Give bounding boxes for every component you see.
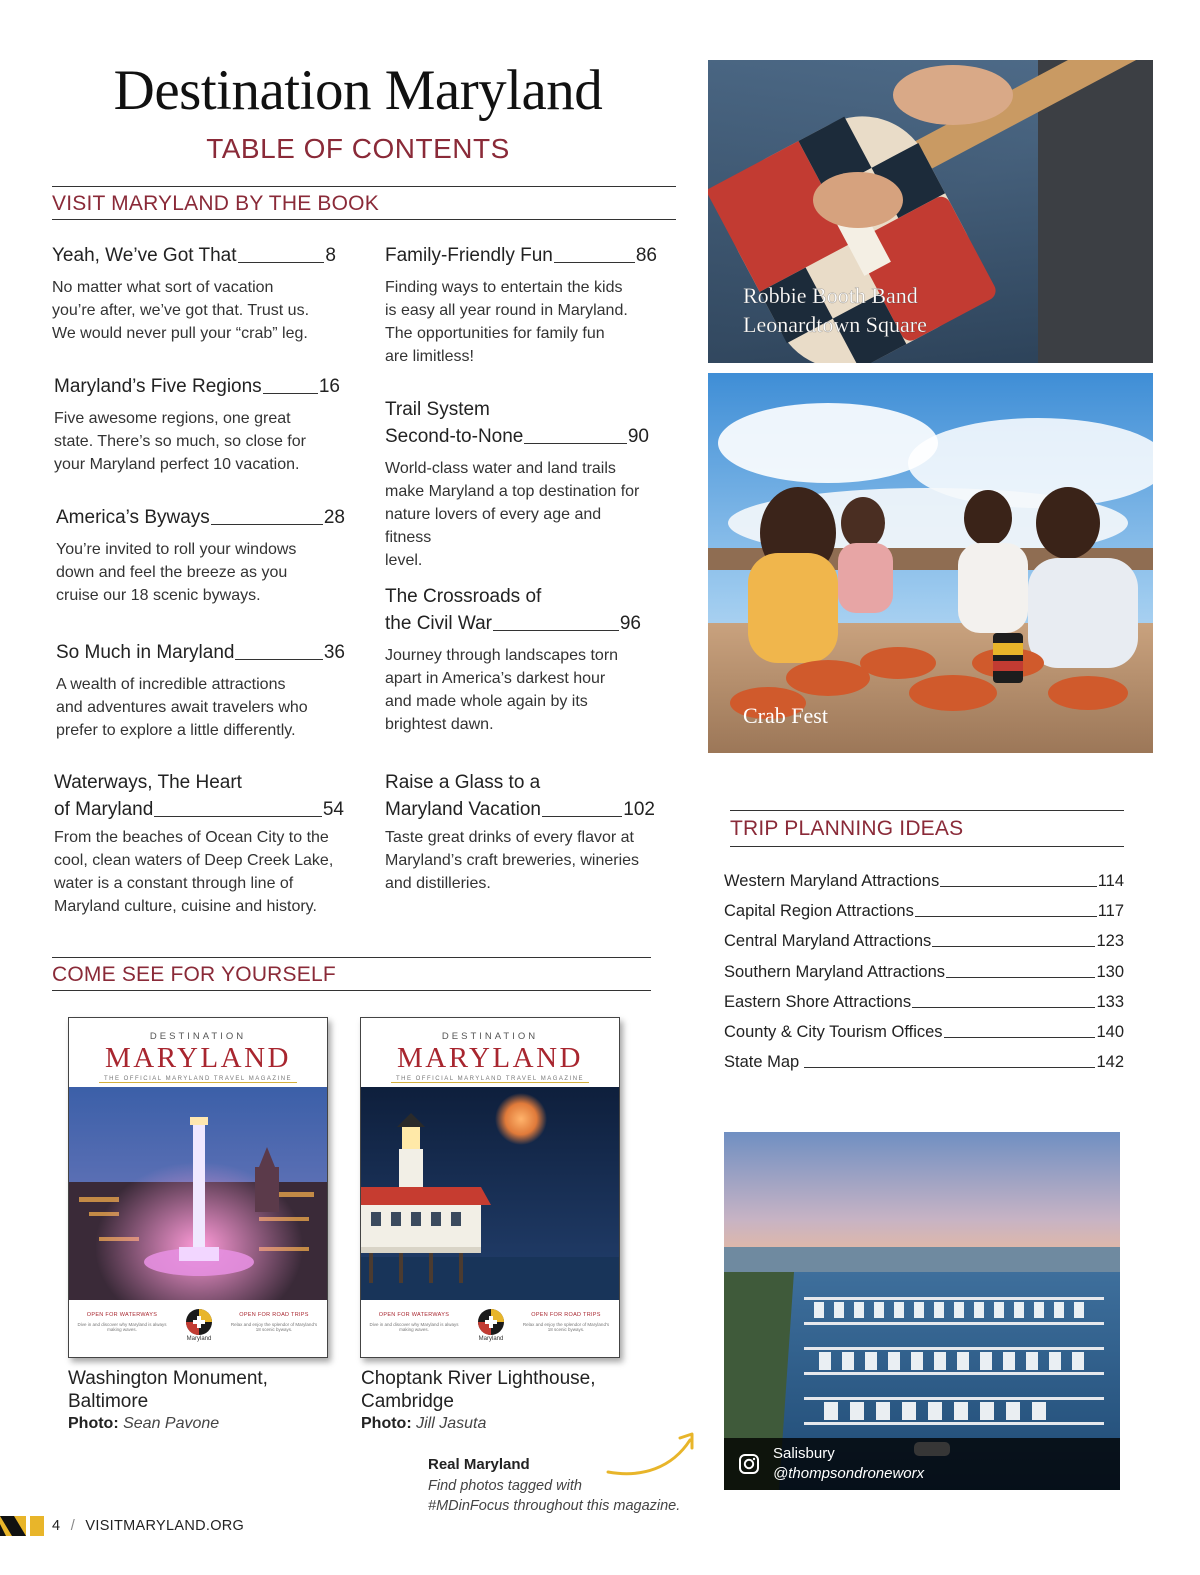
desc-line: level.	[385, 552, 423, 569]
cover-logo-text: Maryland	[478, 1336, 504, 1342]
come-rule-bottom	[52, 990, 651, 991]
desc-line: cruise our 18 scenic byways.	[56, 587, 261, 604]
cover-foot-right: OPEN FOR ROAD TRIPS	[239, 1312, 309, 1318]
trip-row[interactable]	[724, 870, 1124, 892]
toc-entry-page: 90	[627, 426, 649, 447]
real-maryland-line: #MDinFocus throughout this magazine.	[428, 1498, 681, 1514]
cover-kicker: DESTINATION	[441, 1031, 539, 1042]
cover-foot-right-sub: Relax and enjoy the splendor of Maryland’s 18 scenic byways.	[522, 1322, 610, 1332]
desc-line: make Maryland a top destination for	[385, 483, 640, 500]
cover-masthead: MARYLAND	[105, 1042, 291, 1074]
guitar-caption-line2: Leonardtown Square	[743, 312, 927, 337]
desc-line: and adventures await travelers who	[56, 699, 308, 716]
magazine-cover-baltimore[interactable]	[68, 1017, 328, 1358]
trip-row[interactable]	[724, 991, 1124, 1013]
desc-line: The opportunities for family fun	[385, 325, 605, 342]
desc-line: you’re after, we’ve got that. Trust us.	[52, 302, 310, 319]
trip-row-label: Capital Region Attractions	[724, 902, 914, 920]
section-rule-bottom	[52, 219, 676, 220]
toc-entry-title: the Civil War	[385, 613, 492, 634]
marina-photo	[724, 1132, 1120, 1490]
toc-entry-page: 16	[318, 376, 340, 397]
dot-leader	[211, 524, 323, 525]
cover-foot-left-sub: Dive in and discover why Maryland is always making waves.	[369, 1322, 459, 1332]
cover-rule	[99, 1082, 297, 1083]
toc-entry-title: Maryland Vacation	[385, 799, 541, 820]
toc-entry-title: So Much in Maryland	[56, 642, 235, 663]
cover-tagline: THE OFFICIAL MARYLAND TRAVEL MAGAZINE	[103, 1076, 293, 1082]
desc-line: From the beaches of Ocean City to the	[54, 829, 329, 846]
instagram-location: Salisbury	[773, 1445, 835, 1462]
photo-credit	[361, 1415, 486, 1433]
cover-logo-text: Maryland	[186, 1336, 212, 1342]
cover-caption-line: Cambridge	[361, 1391, 454, 1412]
toc-entry-page: 8	[325, 245, 336, 266]
section-title-trip: TRIP PLANNING IDEAS	[730, 817, 964, 840]
cover-foot-right-sub: Relax and enjoy the splendor of Maryland’s 18 scenic byways.	[230, 1322, 318, 1332]
cover-foot-left: OPEN FOR WATERWAYS	[378, 1312, 450, 1318]
cover-rule	[391, 1082, 589, 1083]
photo-credit	[68, 1415, 219, 1433]
photo-credit-label: Photo:	[361, 1415, 412, 1432]
toc-entry[interactable]	[56, 504, 345, 607]
trip-row-label: County & City Tourism Offices	[724, 1023, 943, 1041]
toc-entry[interactable]	[385, 583, 641, 736]
trip-row-page: 117	[1097, 902, 1124, 920]
desc-line: Maryland’s craft breweries, wineries	[385, 852, 640, 869]
page-title: Destination Maryland	[113, 59, 603, 122]
footer	[52, 1518, 244, 1534]
desc-line: You’re invited to roll your windows	[56, 541, 297, 558]
trip-rule-bottom	[730, 846, 1124, 847]
maryland-flag-logo	[185, 1308, 213, 1336]
toc-entry[interactable]	[52, 242, 336, 345]
trip-row-label: Eastern Shore Attractions	[724, 993, 912, 1011]
toc-entry-page: 96	[619, 613, 641, 634]
guitar-photo	[708, 60, 1153, 363]
page-number: 4	[52, 1518, 61, 1534]
section-rule-top	[52, 186, 676, 187]
dot-leader	[804, 1067, 1095, 1068]
come-rule-top	[52, 957, 651, 958]
toc-entry-title: Yeah, We’ve Got That	[52, 245, 237, 266]
desc-line: Journey through landscapes torn	[385, 647, 619, 664]
desc-line: A wealth of incredible attractions	[56, 676, 286, 693]
toc-entry-title-line1: Waterways, The Heart	[54, 772, 242, 793]
toc-entry-title-line1: Raise a Glass to a	[385, 772, 541, 793]
trip-row-page: 114	[1097, 872, 1124, 890]
trip-row-label: Southern Maryland Attractions	[724, 963, 946, 981]
desc-line: are limitless!	[385, 348, 474, 365]
toc-entry[interactable]	[385, 769, 655, 895]
trip-row-label: Western Maryland Attractions	[724, 872, 940, 890]
desc-line: water is a constant through line of	[54, 875, 294, 892]
desc-line: cool, clean waters of Deep Creek Lake,	[54, 852, 334, 869]
desc-line: state. There’s so much, so close for	[54, 433, 306, 450]
cover-kicker: DESTINATION	[149, 1031, 247, 1042]
toc-entry-page: 28	[323, 507, 345, 528]
toc-entry[interactable]	[54, 373, 340, 476]
toc-entry-title-line1: Trail System	[385, 399, 490, 420]
desc-line: prefer to explore a little differently.	[56, 722, 296, 739]
toc-entry[interactable]	[54, 769, 344, 918]
dot-leader	[932, 946, 1095, 947]
trip-rule-top	[730, 810, 1124, 811]
trip-row-page: 123	[1096, 932, 1124, 950]
dot-leader	[944, 1037, 1096, 1038]
toc-entry-page: 86	[635, 245, 657, 266]
photo-credit-label: Photo:	[68, 1415, 119, 1432]
toc-entry-title-line1: The Crossroads of	[385, 586, 542, 607]
instagram-handle[interactable]: @thompsondroneworx	[773, 1465, 925, 1482]
desc-line: Maryland culture, cuisine and history.	[54, 898, 317, 915]
toc-entry-title: Maryland’s Five Regions	[54, 376, 262, 397]
cover-caption-line: Washington Monument,	[68, 1368, 268, 1389]
dot-leader	[946, 977, 1095, 978]
dot-leader	[940, 886, 1096, 887]
section-title-book: VISIT MARYLAND BY THE BOOK	[52, 192, 379, 215]
dot-leader	[912, 1007, 1095, 1008]
guitar-caption-line1: Robbie Booth Band	[743, 283, 918, 308]
real-maryland-title: Real Maryland	[428, 1456, 530, 1473]
photographer-name: Sean Pavone	[123, 1415, 220, 1432]
desc-line: World-class water and land trails	[385, 460, 616, 477]
dot-leader	[915, 916, 1097, 917]
desc-line: nature lovers of every age and fitness	[385, 506, 602, 546]
instagram-icon	[738, 1453, 760, 1475]
toc-entry-title: of Maryland	[54, 799, 154, 820]
dot-leader	[524, 443, 626, 444]
crab-caption-svg: Crab Fest	[743, 703, 828, 728]
desc-line: and made whole again by its	[385, 693, 588, 710]
desc-line: Taste great drinks of every flavor at	[385, 829, 634, 846]
maryland-flag-stripe-icon	[0, 1516, 44, 1536]
desc-line: is easy all year round in Maryland.	[385, 302, 628, 319]
maryland-flag-logo	[477, 1308, 505, 1336]
toc-entry-title: Second-to-None	[385, 426, 524, 447]
cover-caption-line: Baltimore	[68, 1391, 149, 1412]
toc-entry-page: 102	[623, 799, 655, 820]
toc-entry-desc	[52, 276, 336, 345]
trip-row-page: 140	[1096, 1023, 1124, 1041]
trip-row-page: 130	[1096, 963, 1124, 981]
dot-leader	[263, 393, 318, 394]
desc-line: down and feel the breeze as you	[56, 564, 288, 581]
trip-row[interactable]	[724, 900, 1124, 922]
toc-entry-page: 36	[323, 642, 345, 663]
cover-image-lighthouse	[361, 1087, 620, 1300]
desc-line: We would never pull your “crab” leg.	[52, 325, 308, 342]
trip-row[interactable]	[724, 1021, 1124, 1043]
footer-separator: /	[70, 1518, 76, 1534]
cover-caption	[68, 1367, 268, 1413]
trip-row[interactable]	[724, 1051, 1124, 1073]
toc-entry-title: America’s Byways	[56, 507, 210, 528]
cover-foot-left-sub: Dive in and discover why Maryland is always making waves.	[77, 1322, 167, 1332]
desc-line: No matter what sort of vacation	[52, 279, 274, 296]
footer-site-link[interactable]: VISITMARYLAND.ORG	[85, 1518, 245, 1534]
dot-leader	[154, 816, 322, 817]
crab-fest-photo	[708, 373, 1153, 753]
dot-leader	[238, 262, 325, 263]
desc-line: and distilleries.	[385, 875, 491, 892]
cover-tagline: THE OFFICIAL MARYLAND TRAVEL MAGAZINE	[395, 1076, 585, 1082]
toc-entry-title: Family-Friendly Fun	[385, 245, 553, 266]
section-title-come-see: COME SEE FOR YOURSELF	[52, 963, 336, 986]
toc-subtitle: TABLE OF CONTENTS	[206, 133, 510, 164]
dot-leader	[493, 630, 619, 631]
real-maryland-line: Find photos tagged with	[428, 1478, 582, 1494]
dot-leader	[542, 816, 622, 817]
dot-leader	[235, 659, 322, 660]
cover-masthead: MARYLAND	[397, 1042, 583, 1074]
cover-caption	[361, 1367, 595, 1413]
toc-entry[interactable]	[56, 639, 345, 742]
trip-row-label: State Map	[724, 1053, 800, 1071]
cover-foot-right: OPEN FOR ROAD TRIPS	[531, 1312, 601, 1318]
photographer-name: Jill Jasuta	[416, 1415, 487, 1432]
curved-arrow-icon	[602, 1430, 700, 1480]
trip-row-page: 133	[1096, 993, 1124, 1011]
toc-entry[interactable]	[385, 396, 649, 572]
desc-line: Five awesome regions, one great	[54, 410, 291, 427]
desc-line: apart in America’s darkest hour	[385, 670, 606, 687]
cover-foot-left: OPEN FOR WATERWAYS	[86, 1312, 158, 1318]
magazine-cover-lighthouse[interactable]	[360, 1017, 620, 1358]
cover-image-monument	[69, 1087, 328, 1300]
trip-row[interactable]	[724, 961, 1124, 983]
desc-line: brightest dawn.	[385, 716, 494, 733]
trip-row[interactable]	[724, 930, 1124, 952]
cover-caption-line: Choptank River Lighthouse,	[361, 1368, 596, 1389]
desc-line: your Maryland perfect 10 vacation.	[54, 456, 300, 473]
trip-row-page: 142	[1096, 1053, 1124, 1071]
toc-entry-page: 54	[322, 799, 344, 820]
desc-line: Finding ways to entertain the kids	[385, 279, 623, 296]
toc-entry[interactable]	[385, 242, 657, 368]
trip-row-label: Central Maryland Attractions	[724, 932, 932, 950]
dot-leader	[554, 262, 635, 263]
